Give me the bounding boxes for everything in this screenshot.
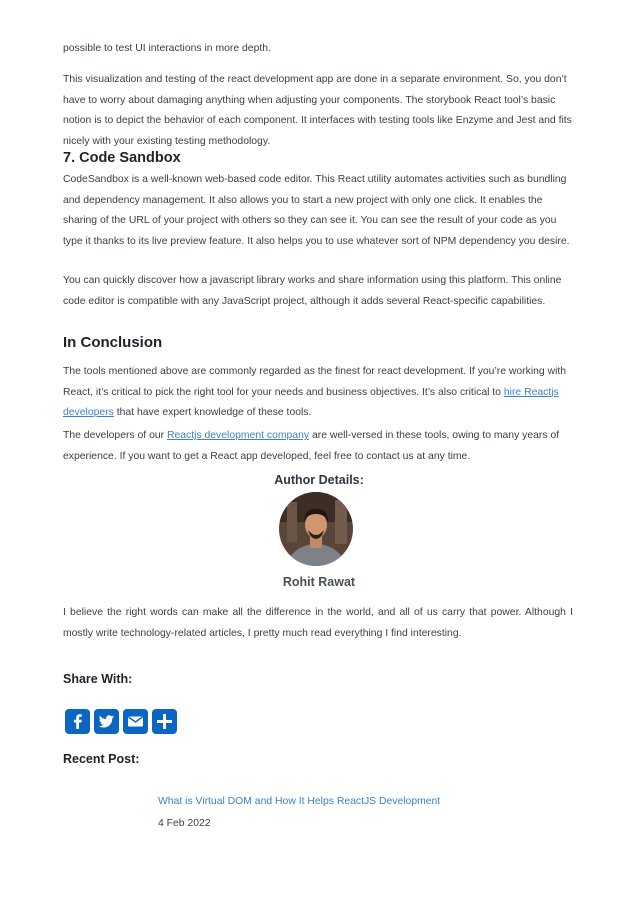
hire-reactjs-developers-link[interactable]: hire Reactjs developers <box>63 386 559 418</box>
storybook-paragraph: This visualization and testing of the react development app are done in a separate environment. So, you don’t have to worry about damaging anything when adjusting your components. The storybook React tool’s basic notion is to depict the behavior of each component. It interfaces with testing tools like Enzyme and Jest and fits nicely with your existing testing methodology. <box>63 74 572 147</box>
recent-post-date: 4 Feb 2022 <box>158 818 211 829</box>
author-photo <box>279 492 353 566</box>
code-sandbox-paragraph-1: CodeSandbox is a well-known web-based code editor. This React utility automates activities such as bundling and dependency management. It also allows you to start a new project with only one click. It enables the sharing of the URL of your project with others so they can see it. You can see the result of your code as you type it thanks to its live preview feature. It also helps you to use whatever sort of NPM dependency you desire. <box>63 174 570 247</box>
conclusion-text: are well-versed in these tools, owing to many years of experience. If you want to get a React app developed, feel free to contact us at any time. <box>63 430 560 462</box>
author-avatar <box>279 492 353 566</box>
conclusion-paragraph-2 <box>63 426 573 467</box>
email-icon[interactable] <box>123 709 148 734</box>
section-heading-conclusion: In Conclusion <box>63 334 163 351</box>
intro-line: possible to test UI interactions in more depth. <box>63 43 271 54</box>
share-icons <box>65 709 177 734</box>
author-details-heading: Author Details: <box>274 473 364 487</box>
conclusion-paragraph-1 <box>63 362 573 424</box>
conclusion-text: that have expert knowledge of these tools. <box>113 407 312 418</box>
code-sandbox-paragraph-2: You can quickly discover how a javascript library works and share information using this platform. This online code editor is compatible with any JavaScript project, although it adds several React-specific capabilities. <box>63 275 562 307</box>
author-name: Rohit Rawat <box>282 575 356 589</box>
section-heading-code-sandbox: 7. Code Sandbox <box>63 150 181 166</box>
facebook-icon[interactable] <box>65 709 90 734</box>
conclusion-text: The developers of our <box>63 430 167 441</box>
share-plus-icon[interactable] <box>152 709 177 734</box>
reactjs-development-company-link[interactable]: Reactjs development company <box>166 430 310 441</box>
share-heading: Share With: <box>63 672 133 686</box>
twitter-icon[interactable] <box>94 709 119 734</box>
recent-post-link[interactable]: What is Virtual DOM and How It Helps ReactJS Development <box>158 796 441 807</box>
recent-post-heading: Recent Post: <box>63 752 140 766</box>
conclusion-text: The tools mentioned above are commonly regarded as the finest for react development. If you’re working with React, it’s critical to pick the right tool for your needs and business objectives. It’s also critical to <box>63 366 567 398</box>
author-bio: I believe the right words can make all the difference in the world, and all of us carry that power. Although I mostly write technology-related articles, I pretty much read everything I find interesting. <box>63 607 573 639</box>
